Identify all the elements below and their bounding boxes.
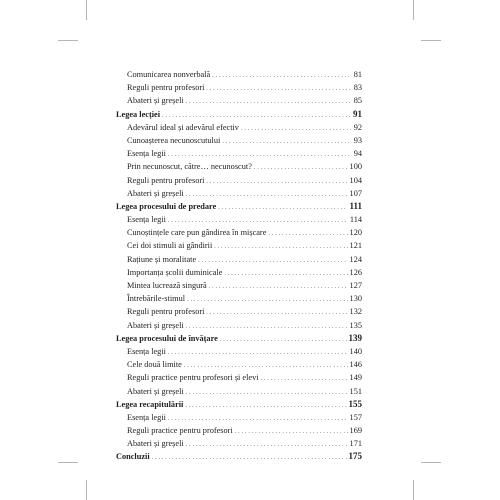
toc-entry-title: Esența legii [127,215,166,225]
crop-mark [421,40,441,41]
toc-entry-title: Reguli pentru profesori [127,175,205,185]
toc-section-entry [116,371,362,384]
toc-section-entry [116,305,362,318]
toc-entry-title: Reguli practice pentru profesori [127,426,233,436]
toc-entry-page-number: 140 [349,346,362,356]
toc-section-entry [116,160,362,173]
toc-entry-page-number: 127 [349,281,362,290]
toc-section-entry [116,345,362,358]
toc-entry-page-number: 111 [349,200,362,211]
toc-entry-title: Rațiune și moralitate [127,254,197,264]
toc-section-entry [116,279,362,292]
crop-mark [58,40,78,41]
toc-section-entry [116,147,362,160]
toc-entry-title: Importanța școlii duminicale [127,267,223,277]
toc-entry-title: Reguli practice pentru profesori și elevi [127,373,259,383]
toc-section-entry [116,239,362,252]
toc-entry-page-number: 126 [349,267,362,277]
toc-section-entry [116,94,362,107]
toc-entry-page-number: 130 [349,294,362,304]
toc-entry-title: Legea lecției [116,109,160,119]
toc-entry-title: Abateri și greșeli [127,386,184,396]
toc-entry-title: Esența legii [127,346,166,356]
toc-entry-page-number: 120 [349,228,362,238]
toc-entry-title: Esența legii [127,412,166,422]
toc-entry-title: Cunoștințele care pun gândirea în mișcare [127,228,267,238]
toc-entry-page-number: 94 [353,149,362,159]
toc-entry-page-number: 100 [349,162,362,172]
toc-chapter-entry [116,450,362,463]
toc-entry-page-number: 93 [353,135,362,145]
toc-section-entry [116,358,362,371]
toc-entry-title: Concluzii [116,452,150,462]
toc-entry-page-number: 85 [353,96,362,106]
toc-entry-page-number: 146 [349,360,362,370]
toc-entry-page-number: 169 [349,426,362,436]
toc-section-entry [116,213,362,226]
crop-mark [86,480,87,500]
toc-entry-page-number: 149 [349,373,362,383]
toc-entry-page-number: 175 [348,451,362,462]
toc-chapter-entry [116,398,362,411]
toc-entry-page-number: 104 [349,175,362,185]
toc-entry-page-number: 81 [353,70,362,79]
toc-section-entry [116,226,362,239]
toc-entry-page-number: 157 [349,412,362,422]
toc-entry-title: Cele două limite [127,360,182,370]
toc-chapter-entry [116,332,362,345]
toc-entry-title: Comunicarea nonverbală [127,70,211,79]
crop-mark [58,462,78,463]
toc-entry-title: Legea procesului de predare [116,201,217,211]
toc-section-entry [116,292,362,305]
toc-entry-page-number: 121 [349,241,362,251]
toc-entry-page-number: 155 [348,398,362,409]
toc-entry-title: Legea recapitulării [116,399,184,409]
toc-entry-title: Adevărul ideal și adevărul efectiv [127,122,239,132]
toc-entry-title: Reguli pentru profesori [127,307,205,317]
crop-mark [421,462,441,463]
toc-entry-page-number: 171 [349,439,362,449]
toc-entry-title: Abateri și greșeli [127,96,184,106]
toc-entry-page-number: 132 [349,307,362,317]
toc-entry-page-number: 92 [353,122,362,132]
toc-section-entry [116,134,362,147]
toc-entry-title: Întrebările-stimul [127,294,186,304]
toc-entry-page-number: 151 [349,386,362,396]
table-of-contents [116,68,362,464]
toc-entry-title: Prin necunoscut, către… necunoscut? [127,162,252,172]
toc-entry-page-number: 91 [353,108,362,119]
toc-section-entry [116,187,362,200]
toc-section-entry [116,68,362,81]
toc-entry-title: Abateri și greșeli [127,320,184,330]
toc-chapter-entry [116,108,362,121]
toc-entry-title: Cei doi stimuli ai gândirii [127,241,213,251]
toc-entry-title: Mintea lucrează singură [127,281,207,290]
toc-section-entry [116,174,362,187]
toc-entry-title: Cunoașterea necunoscutului [127,135,221,145]
toc-entry-page-number: 124 [349,254,362,264]
toc-entry-title: Legea procesului de învățare [116,333,218,343]
toc-section-entry [116,266,362,279]
toc-entry-title: Abateri și greșeli [127,188,184,198]
toc-entry-page-number: 107 [349,188,362,198]
toc-entry-title: Esența legii [127,149,166,159]
toc-section-entry [116,319,362,332]
toc-entry-page-number: 139 [348,332,362,343]
toc-entry-page-number: 114 [349,215,362,225]
toc-section-entry [116,424,362,437]
crop-mark [86,0,87,20]
toc-section-entry [116,81,362,94]
dot-leader [152,450,347,465]
toc-entry-page-number: 135 [349,320,362,330]
crop-mark [413,480,414,500]
toc-section-entry [116,411,362,424]
toc-section-entry [116,437,362,450]
toc-entry-title: Abateri și greșeli [127,439,184,449]
toc-section-entry [116,253,362,266]
crop-mark [413,0,414,20]
toc-entry-title: Reguli pentru profesori [127,83,205,93]
toc-section-entry [116,385,362,398]
toc-entry-page-number: 83 [353,83,362,93]
toc-chapter-entry [116,200,362,213]
